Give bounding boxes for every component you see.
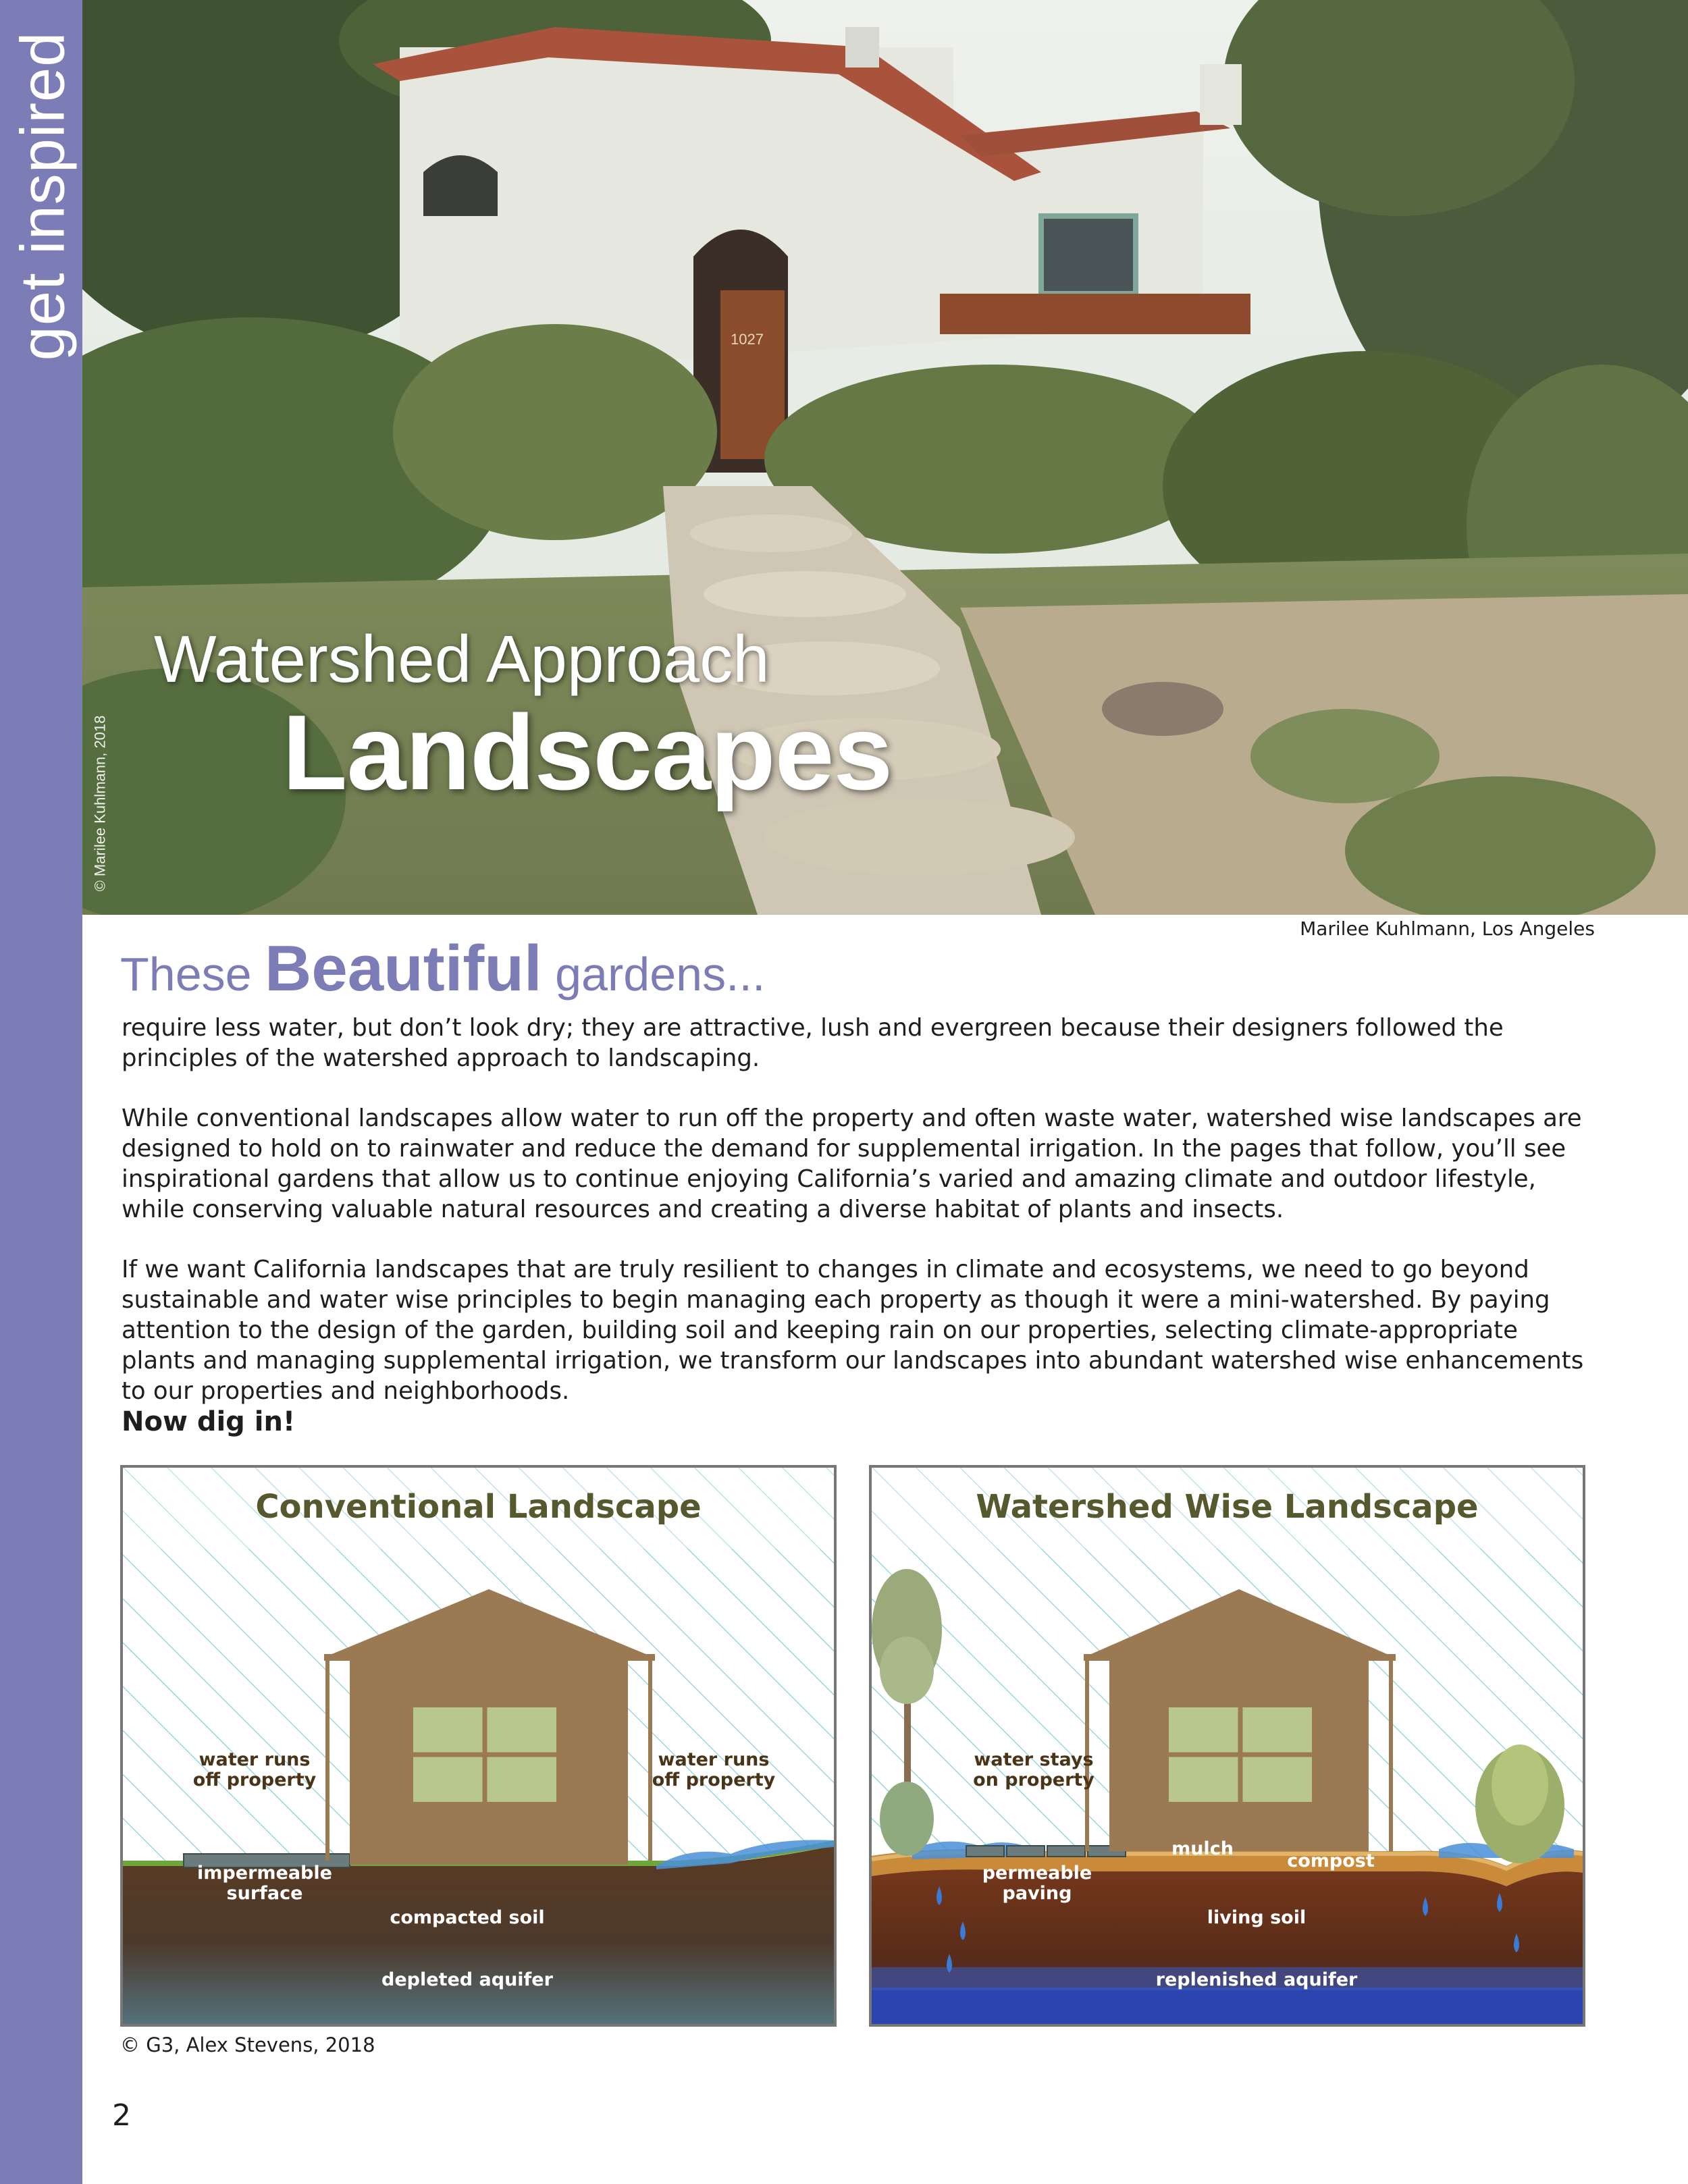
section-label: get inspired: [8, 31, 78, 361]
headline-part3: gardens...: [542, 948, 766, 1001]
section-headline: [120, 932, 765, 1006]
label-depleted-aquifer: depleted aquifer: [381, 1969, 553, 1990]
paragraph-3: If we want California landscapes that are truly resilient to changes in climate and ecosystems, we need to go beyond sustainable and water wise principles to begin managing each property as though it were a mini-watershed. By paying attention to the design of the garden, building soil and keeping rain on our properties, selecting climate-appropriate plants and managing supplemental irrigation, we transform our landscapes into abundant watershed wise enhancements to our properties and neighborhoods.: [122, 1256, 1584, 1405]
headline-emphasis: Beautiful: [265, 932, 542, 1005]
paragraph-1: require less water, but don’t look dry; they are attractive, lush and evergreen because their designers followed the principles of the watershed approach to landscaping.: [122, 1014, 1504, 1072]
hero-title-line2: Landscapes: [282, 693, 893, 812]
label-permeable-paving: permeable paving: [982, 1863, 1092, 1904]
diagram-title: Watershed Wise Landscape: [976, 1488, 1479, 1526]
label-runoff-left: water runs off property: [192, 1749, 317, 1790]
house-number: 1027: [731, 331, 764, 348]
dig-in-heading: Now dig in!: [122, 1406, 296, 1437]
page-number: 2: [112, 2098, 131, 2133]
label-compacted-soil: compacted soil: [390, 1907, 545, 1928]
label-runoff-right: water runs off property: [652, 1749, 776, 1790]
label-water-stays: water stays on property: [973, 1749, 1094, 1790]
photo-credit: © Marilee Kuhlmann, 2018: [91, 715, 108, 892]
photo-caption: Marilee Kuhlmann, Los Angeles: [1300, 917, 1595, 940]
label-compost: compost: [1287, 1850, 1375, 1871]
label-impermeable-surface: impermeable surface: [197, 1863, 332, 1904]
diagram-copyright: © G3, Alex Stevens, 2018: [120, 2033, 375, 2056]
hero-title-line1: Watershed Approach: [154, 622, 770, 696]
paragraph-2: While conventional landscapes allow water to run off the property and often waste water, watershed wise landscapes are designed to hold on to rainwater and reduce the demand for supplemental irrigation. In the pages that follow, you’ll see inspirational gardens that allow us to continue enjoying California’s varied and amazing climate and outdoor lifestyle, while conserving valuable natural resources and creating a diverse habitat of plants and insects.: [122, 1104, 1582, 1223]
conventional-landscape-diagram: [120, 1465, 837, 2027]
label-living-soil: living soil: [1207, 1907, 1307, 1928]
headline-part1: These: [120, 948, 265, 1001]
label-mulch: mulch: [1171, 1838, 1234, 1859]
diagram-title: Conventional Landscape: [255, 1488, 702, 1526]
watershed-wise-landscape-diagram: [869, 1465, 1585, 2027]
label-replenished-aquifer: replenished aquifer: [1155, 1969, 1358, 1990]
